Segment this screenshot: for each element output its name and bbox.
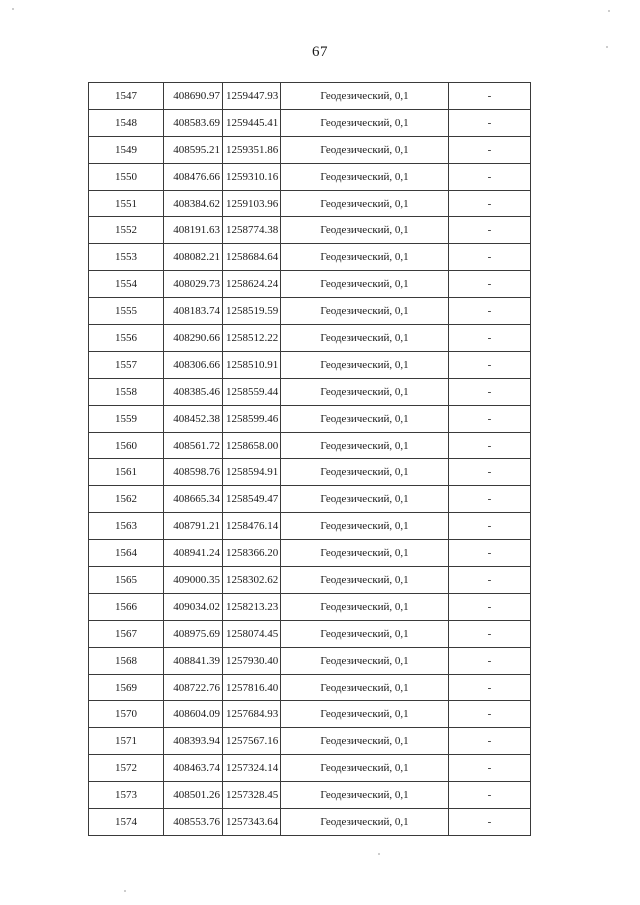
method-accuracy-cell: Геодезический, 0,1 — [281, 513, 449, 540]
point-number-cell: 1564 — [89, 540, 164, 567]
method-accuracy-cell: Геодезический, 0,1 — [281, 674, 449, 701]
y-coordinate-cell: 1258213.23 — [223, 593, 281, 620]
method-accuracy-cell: Геодезический, 0,1 — [281, 271, 449, 298]
x-coordinate-cell: 408183.74 — [164, 298, 223, 325]
point-number-cell: 1555 — [89, 298, 164, 325]
method-accuracy-cell: Геодезический, 0,1 — [281, 217, 449, 244]
table-row — [89, 647, 531, 674]
method-accuracy-cell: Геодезический, 0,1 — [281, 809, 449, 836]
table-row — [89, 540, 531, 567]
point-number-cell: 1569 — [89, 674, 164, 701]
table-row — [89, 486, 531, 513]
method-accuracy-cell: Геодезический, 0,1 — [281, 459, 449, 486]
error-cell: - — [449, 271, 531, 298]
table-row — [89, 271, 531, 298]
method-accuracy-cell: Геодезический, 0,1 — [281, 136, 449, 163]
x-coordinate-cell: 408393.94 — [164, 728, 223, 755]
page-number: 67 — [312, 44, 328, 60]
x-coordinate-cell: 408583.69 — [164, 109, 223, 136]
y-coordinate-cell: 1258510.91 — [223, 351, 281, 378]
point-number-cell: 1551 — [89, 190, 164, 217]
y-coordinate-cell: 1257567.16 — [223, 728, 281, 755]
table-row — [89, 217, 531, 244]
method-accuracy-cell: Геодезический, 0,1 — [281, 782, 449, 809]
error-cell: - — [449, 136, 531, 163]
error-cell: - — [449, 244, 531, 271]
method-accuracy-cell: Геодезический, 0,1 — [281, 244, 449, 271]
coordinates-table-body — [89, 83, 531, 836]
point-number-cell: 1568 — [89, 647, 164, 674]
y-coordinate-cell: 1258624.24 — [223, 271, 281, 298]
error-cell: - — [449, 298, 531, 325]
y-coordinate-cell: 1257343.64 — [223, 809, 281, 836]
y-coordinate-cell: 1258512.22 — [223, 325, 281, 352]
error-cell: - — [449, 755, 531, 782]
y-coordinate-cell: 1258774.38 — [223, 217, 281, 244]
error-cell: - — [449, 513, 531, 540]
scan-speck — [608, 10, 610, 12]
table-row — [89, 190, 531, 217]
table-row — [89, 755, 531, 782]
y-coordinate-cell: 1258302.62 — [223, 567, 281, 594]
error-cell: - — [449, 728, 531, 755]
table-row — [89, 163, 531, 190]
method-accuracy-cell: Геодезический, 0,1 — [281, 325, 449, 352]
y-coordinate-cell: 1258559.44 — [223, 378, 281, 405]
error-cell: - — [449, 782, 531, 809]
table-row — [89, 378, 531, 405]
table-row — [89, 620, 531, 647]
error-cell: - — [449, 674, 531, 701]
x-coordinate-cell: 408841.39 — [164, 647, 223, 674]
x-coordinate-cell: 408385.46 — [164, 378, 223, 405]
table-row — [89, 83, 531, 110]
x-coordinate-cell: 408082.21 — [164, 244, 223, 271]
x-coordinate-cell: 409034.02 — [164, 593, 223, 620]
point-number-cell: 1571 — [89, 728, 164, 755]
table-row — [89, 325, 531, 352]
scan-speck — [378, 853, 380, 855]
point-number-cell: 1558 — [89, 378, 164, 405]
x-coordinate-cell: 408452.38 — [164, 405, 223, 432]
method-accuracy-cell: Геодезический, 0,1 — [281, 163, 449, 190]
y-coordinate-cell: 1258366.20 — [223, 540, 281, 567]
y-coordinate-cell: 1258599.46 — [223, 405, 281, 432]
error-cell: - — [449, 809, 531, 836]
scan-speck — [12, 8, 14, 10]
y-coordinate-cell: 1257930.40 — [223, 647, 281, 674]
y-coordinate-cell: 1258476.14 — [223, 513, 281, 540]
table-row — [89, 298, 531, 325]
method-accuracy-cell: Геодезический, 0,1 — [281, 486, 449, 513]
point-number-cell: 1550 — [89, 163, 164, 190]
error-cell: - — [449, 593, 531, 620]
error-cell: - — [449, 432, 531, 459]
table-row — [89, 809, 531, 836]
y-coordinate-cell: 1257324.14 — [223, 755, 281, 782]
x-coordinate-cell: 408463.74 — [164, 755, 223, 782]
x-coordinate-cell: 408501.26 — [164, 782, 223, 809]
error-cell: - — [449, 486, 531, 513]
method-accuracy-cell: Геодезический, 0,1 — [281, 83, 449, 110]
x-coordinate-cell: 408791.21 — [164, 513, 223, 540]
table-row — [89, 351, 531, 378]
table-row — [89, 405, 531, 432]
table-row — [89, 782, 531, 809]
point-number-cell: 1570 — [89, 701, 164, 728]
table-row — [89, 674, 531, 701]
method-accuracy-cell: Геодезический, 0,1 — [281, 567, 449, 594]
table-row — [89, 136, 531, 163]
x-coordinate-cell: 408384.62 — [164, 190, 223, 217]
point-number-cell: 1573 — [89, 782, 164, 809]
x-coordinate-cell: 408941.24 — [164, 540, 223, 567]
table-row — [89, 432, 531, 459]
x-coordinate-cell: 408598.76 — [164, 459, 223, 486]
point-number-cell: 1559 — [89, 405, 164, 432]
error-cell: - — [449, 647, 531, 674]
x-coordinate-cell: 408722.76 — [164, 674, 223, 701]
error-cell: - — [449, 190, 531, 217]
table-row — [89, 728, 531, 755]
method-accuracy-cell: Геодезический, 0,1 — [281, 351, 449, 378]
point-number-cell: 1549 — [89, 136, 164, 163]
point-number-cell: 1552 — [89, 217, 164, 244]
x-coordinate-cell: 409000.35 — [164, 567, 223, 594]
y-coordinate-cell: 1258594.91 — [223, 459, 281, 486]
y-coordinate-cell: 1257816.40 — [223, 674, 281, 701]
point-number-cell: 1567 — [89, 620, 164, 647]
error-cell: - — [449, 163, 531, 190]
table-row — [89, 459, 531, 486]
x-coordinate-cell: 408690.97 — [164, 83, 223, 110]
y-coordinate-cell: 1258519.59 — [223, 298, 281, 325]
point-number-cell: 1561 — [89, 459, 164, 486]
y-coordinate-cell: 1259351.86 — [223, 136, 281, 163]
y-coordinate-cell: 1258684.64 — [223, 244, 281, 271]
point-number-cell: 1553 — [89, 244, 164, 271]
table-row — [89, 109, 531, 136]
method-accuracy-cell: Геодезический, 0,1 — [281, 378, 449, 405]
x-coordinate-cell: 408665.34 — [164, 486, 223, 513]
y-coordinate-cell: 1258074.45 — [223, 620, 281, 647]
error-cell: - — [449, 378, 531, 405]
point-number-cell: 1556 — [89, 325, 164, 352]
error-cell: - — [449, 217, 531, 244]
y-coordinate-cell: 1259445.41 — [223, 109, 281, 136]
x-coordinate-cell: 408029.73 — [164, 271, 223, 298]
point-number-cell: 1547 — [89, 83, 164, 110]
x-coordinate-cell: 408191.63 — [164, 217, 223, 244]
method-accuracy-cell: Геодезический, 0,1 — [281, 755, 449, 782]
method-accuracy-cell: Геодезический, 0,1 — [281, 432, 449, 459]
error-cell: - — [449, 351, 531, 378]
table-row — [89, 593, 531, 620]
error-cell: - — [449, 405, 531, 432]
x-coordinate-cell: 408595.21 — [164, 136, 223, 163]
method-accuracy-cell: Геодезический, 0,1 — [281, 405, 449, 432]
error-cell: - — [449, 567, 531, 594]
point-number-cell: 1565 — [89, 567, 164, 594]
error-cell: - — [449, 620, 531, 647]
point-number-cell: 1548 — [89, 109, 164, 136]
error-cell: - — [449, 83, 531, 110]
y-coordinate-cell: 1257328.45 — [223, 782, 281, 809]
method-accuracy-cell: Геодезический, 0,1 — [281, 728, 449, 755]
table-row — [89, 567, 531, 594]
point-number-cell: 1560 — [89, 432, 164, 459]
y-coordinate-cell: 1258658.00 — [223, 432, 281, 459]
x-coordinate-cell: 408290.66 — [164, 325, 223, 352]
x-coordinate-cell: 408604.09 — [164, 701, 223, 728]
method-accuracy-cell: Геодезический, 0,1 — [281, 298, 449, 325]
table-row — [89, 244, 531, 271]
x-coordinate-cell: 408476.66 — [164, 163, 223, 190]
y-coordinate-cell: 1259103.96 — [223, 190, 281, 217]
x-coordinate-cell: 408975.69 — [164, 620, 223, 647]
point-number-cell: 1566 — [89, 593, 164, 620]
x-coordinate-cell: 408553.76 — [164, 809, 223, 836]
point-number-cell: 1574 — [89, 809, 164, 836]
point-number-cell: 1563 — [89, 513, 164, 540]
point-number-cell: 1572 — [89, 755, 164, 782]
table-row — [89, 513, 531, 540]
point-number-cell: 1554 — [89, 271, 164, 298]
method-accuracy-cell: Геодезический, 0,1 — [281, 647, 449, 674]
coordinates-table — [88, 82, 531, 836]
y-coordinate-cell: 1259310.16 — [223, 163, 281, 190]
scan-speck — [606, 46, 608, 48]
y-coordinate-cell: 1258549.47 — [223, 486, 281, 513]
method-accuracy-cell: Геодезический, 0,1 — [281, 701, 449, 728]
scan-speck — [124, 890, 126, 892]
method-accuracy-cell: Геодезический, 0,1 — [281, 190, 449, 217]
x-coordinate-cell: 408306.66 — [164, 351, 223, 378]
x-coordinate-cell: 408561.72 — [164, 432, 223, 459]
error-cell: - — [449, 540, 531, 567]
point-number-cell: 1557 — [89, 351, 164, 378]
error-cell: - — [449, 459, 531, 486]
method-accuracy-cell: Геодезический, 0,1 — [281, 620, 449, 647]
table-row — [89, 701, 531, 728]
point-number-cell: 1562 — [89, 486, 164, 513]
error-cell: - — [449, 325, 531, 352]
method-accuracy-cell: Геодезический, 0,1 — [281, 109, 449, 136]
method-accuracy-cell: Геодезический, 0,1 — [281, 540, 449, 567]
error-cell: - — [449, 701, 531, 728]
error-cell: - — [449, 109, 531, 136]
method-accuracy-cell: Геодезический, 0,1 — [281, 593, 449, 620]
y-coordinate-cell: 1257684.93 — [223, 701, 281, 728]
y-coordinate-cell: 1259447.93 — [223, 83, 281, 110]
